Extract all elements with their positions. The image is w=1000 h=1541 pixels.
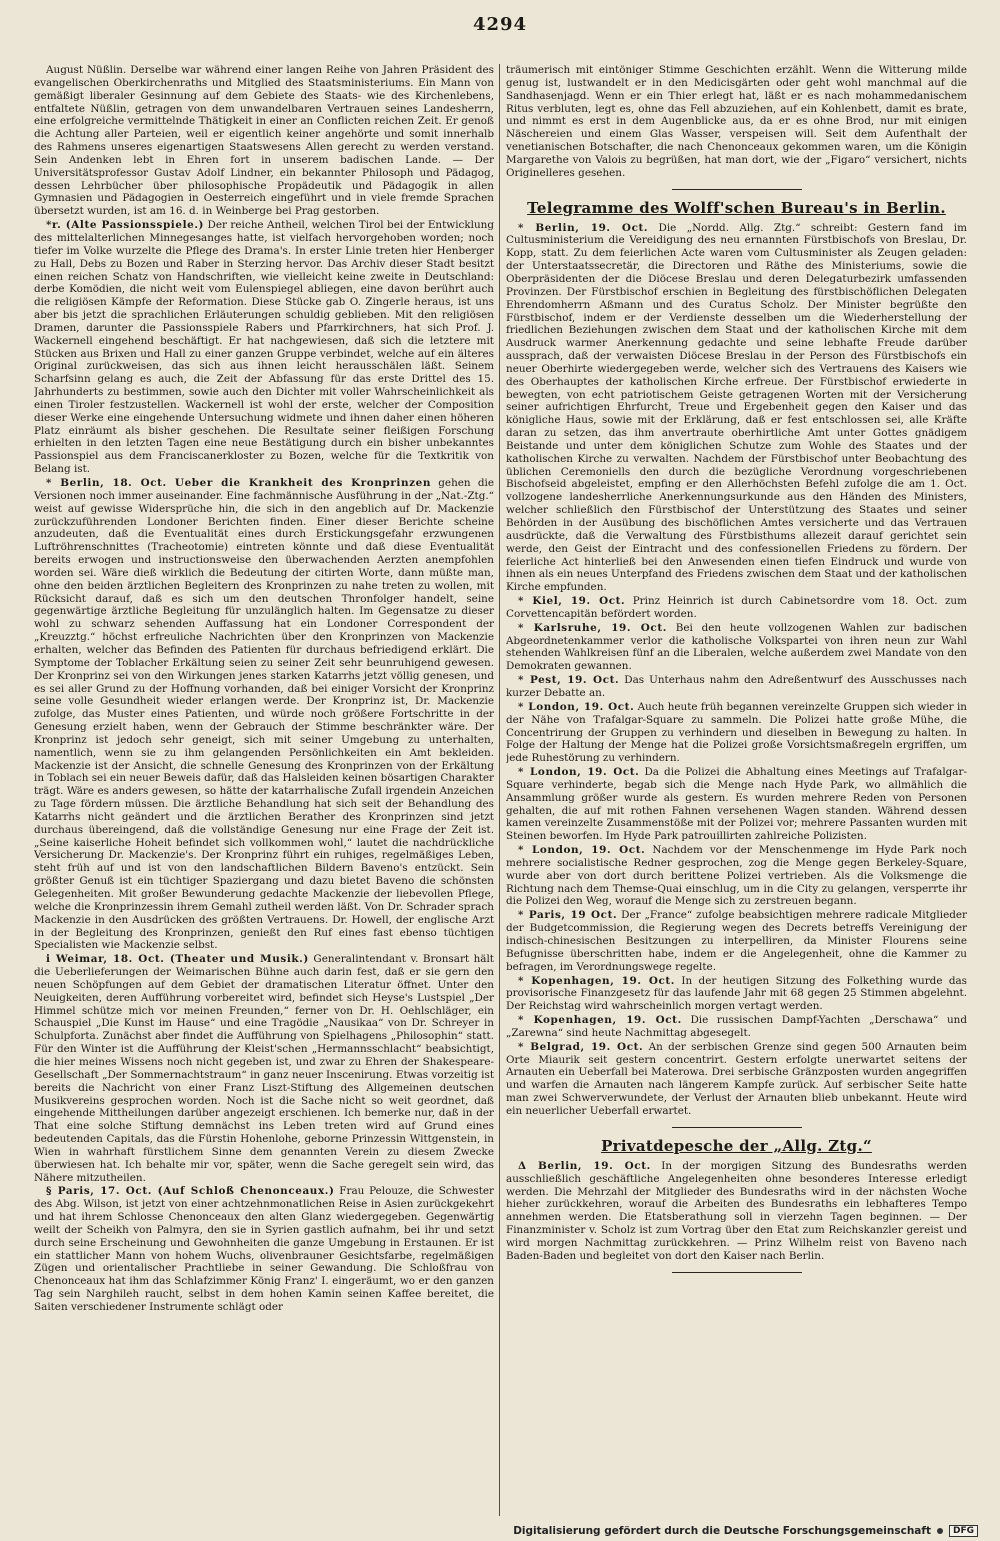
telegram-body: Die „Nordd. Allg. Ztg.“ schreibt: Gestern fand im Cultusministerium die Vereidigung des neu ernannten Fürstbischofs von Breslau, Dr. Kopp, statt. Zu dem feierlichen Acte waren vom Cultusminister als Zeugen geladen: der Unterstaatssecretär, die Directoren und Räthe des Ministeriums, sowie die Oberpräsidenten der die Diöcese Breslau und deren Delegaturbezirk umfassenden Provinzen. Der Fürstbischof erschien in Begleitung des fürstbischöflichen Delegaten Ehrendomherrn Aßmann und des Curatus Scholz. Der Minister begrüßte den Fürstbischof, indem er der Verdienste desselben um die Wiederherstellung der friedlichen Beziehungen zwischen dem Staat und der katholischen Kirche mit dem Ausdruck warmer Anerkennung gedachte und seine lebhafte Freude darüber aussprach, daß der verwaisten Diöcese Breslau in der Person des Fürstbischofs ein neuer Oberhirte wiedergegeben werde, welcher sich des Vertrauens des Kaisers wie des Oberhauptes der katholischen Kirche erfreue. Der Fürstbischof erwiederte in bewegten, von echt patriotischem Geiste getragenen Worten mit der Versicherung seiner aufrichtigen Ehrfurcht, Treue und Ergebenheit gegen den Kaiser und das königliche Haus, sowie mit der Erklärung, daß er fest entschlossen sei, alle Kräfte daran zu setzen, das ihm anvertraute oberhirtliche Amt unter Gottes gnädigem Beistande und unter dem königlichen Schutze zum Wohle des Staates und der katholischen Kirche zu verwalten. Nachdem der Fürstbischof unter Beobachtung des üblichen Ceremoniells den durch die bezügliche Verordnung vorgeschriebenen Bischofseid abgeleistet, empfing er den Allerhöchsten Befehl zufolge die am 1. Oct. vollzogene landesherrliche Anerkennungsurkunde aus den Händen des Ministers, welcher schließlich den Fürstbischof der Unterstützung des Staates und seiner Behörden in der Ausübung des bischöflichen Amtes versicherte und das Vertrauen ausdrückte, daß die Verwaltung des Fürstbisthums allezeit darauf gerichtet sein werde, den Geist der Eintracht und des confessionellen Friedens zu fördern. Der feierliche Act hinterließ bei den Anwesenden einen tiefen Eindruck und wurde von ihnen als ein neues Unterpfand des Friedens zwischen dem Staat und der katholischen Kirche empfunden. bbox=[506, 221, 967, 594]
dispatch-body: In der morgigen Sitzung des Bundesraths werden ausschließlich geschäftliche Angelegenheiten ohne besonderes Interesse erledigt werden. Die Mehrzahl der Mitglieder des Bundesraths wird in der nächsten Woche hieher zurückkehren, worauf die Arbeiten des Bundesraths ein lebhafteres Tempo annehmen werden. Die Etatsberathung soll in vierzehn Tagen beginnen. — Der Finanzminister v. Scholz ist zum Vortrag über den Etat zum Reichskanzler gereist und wird morgen Nachmittag zurückkehren. — Prinz Wilhelm reist von Baveno nach Baden-Baden und begleitet von dort den Kaiser nach Berlin. bbox=[506, 1159, 967, 1262]
dfg-logo: DFG bbox=[949, 1525, 978, 1537]
telegram-dateline: * London, 19. Oct. bbox=[518, 766, 640, 779]
section-heading-private-dispatch: Privatdepesche der „Allg. Ztg.“ bbox=[601, 1136, 872, 1155]
telegram-dateline: * Paris, 19 Oct. bbox=[518, 909, 618, 922]
telegram-body: Die russischen Dampf-Yachten „Derschawa“ und „Zarewna“ sind heute Nachmittag abgesegelt. bbox=[506, 1014, 967, 1039]
paragraph-paris-chenonceaux bbox=[34, 1185, 494, 1313]
telegram-karlsruhe bbox=[506, 622, 967, 673]
paragraph-passionsspiele bbox=[34, 219, 494, 476]
telegram-dateline: * Belgrad, 19. Oct. bbox=[518, 1040, 644, 1053]
article-body: Der reiche Antheil, welchen Tirol bei der Entwicklung des mittelalterlichen Minnegesanges hatte, ist vielfach hervorgehoben worden; noch tiefer im Volke wurzelte die Pflege des Drama's. In erster Linie treten hier Henberger zu Hall, Debs zu Bozen und Raber in Sterzing hervor. Das Archiv dieser Stadt besitzt einen reichen Schatz von Handschriften, wie vielleicht keine zweite in Deutschland: derbe Komödien, die nicht weit vom Eulenspiegel abliegen, eine davon berührt auch die religiösen Kämpfe der Reformation. Diese Stücke gab O. Zingerle heraus, ist uns aber bis jetzt die sprachlichen Erläuterungen schuldig geblieben. Mit den religiösen Dramen, darunter die Passionsspiele Rabers und Pfarrkirchners, hat sich Prof. J. Wackernell eingehend beschäftigt. Er hat nachgewiesen, daß sich die letztere mit Stücken aus Brixen und Hall zu einer ganzen Gruppe verbindet, welche auf ein älteres Original zurückweisen, das sich aus ihnen leicht herausschälen läßt. Seinem Scharfsinn gelang es auch, die Zeit der Abfassung für das erste Drittel des 15. Jahrhunderts zu bestimmen, sowie auch den Dichter mit voller Wahrscheinlichkeit als einen Tiroler festzustellen. Wackernell ist wohl der erste, welcher der Composition dieser Werke eine eingehende Untersuchung widmete und ihnen daher einen höheren Platz einräumt als bisher geschehen. Die Resultate seiner fleißigen Forschung erhielten in den letzten Tagen eine neue Bestätigung durch ein bisher unbekanntes Passionspiel aus dem Franciscanerkloster zu Bozen, welche für die Textkritik von Belang ist. bbox=[34, 219, 494, 476]
section-rule bbox=[672, 189, 802, 190]
telegram-body: Das Unterhaus nahm den Adreßentwurf des Ausschusses nach kurzer Debatte an. bbox=[506, 674, 967, 699]
telegram-paris bbox=[506, 909, 967, 973]
telegram-kopenhagen-2 bbox=[506, 1014, 967, 1040]
telegram-belgrad bbox=[506, 1041, 967, 1118]
telegram-body: Der „France“ zufolge beabsichtigen mehrere radicale Mitglieder der Budgetcommission, die Regierung wegen des Decrets betreffs Vereinigung der indisch-chinesischen Besitzungen zu interpelliren, da Minister Flourens seine Befugnisse überschritten habe, indem er die Angelegenheit, ohne die Kammer zu befragen, im Verordnungswege regelte. bbox=[506, 909, 967, 973]
article-body: gehen die Versionen noch immer auseinander. Eine fachmännische Ausführung in der „Nat.-Ztg.“ weist auf gewisse Widersprüche hin, die sich in den angeblich auf Dr. Mackenzie zurückzuführenden Londoner Berichten finden. Einer dieser Berichte scheine anzudeuten, daß die Eventualität eines durch Erstickungsgefahr erzwungenen Luftröhrenschnittes (Tracheotomie) eintreten könnte und daß diese Eventualität bereits erwogen und instructionsweise den überwachenden Aerzten anempfohlen worden sei. Wäre dieß wirklich die Bedeutung der citirten Worte, dann müßte man, ohne den beiden ärztlichen Begleitern des Kronprinzen zu nahe treten zu wollen, mit Rücksicht darauf, daß es sich um den deutschen Thronfolger handelt, seine gegenwärtige ärztliche Begleitung für unzulänglich halten. Im Gegensatze zu dieser wohl zu schwarz sehenden Auffassung hat ein Londoner Correspondent der „Kreuzztg.“ höchst erfreuliche Nachrichten über den Kronprinzen von Mackenzie erhalten, welcher das Befinden des Patienten für durchaus befriedigend erklärt. Die Symptome der Toblacher Erkältung seien zu seiner Zeit sehr beunruhigend gewesen. Der Kronprinz sei von den Wirkungen jenes starken Katarrhs jetzt völlig genesen, und es sei aller Grund zu der Hoffnung vorhanden, daß bei einiger Vorsicht der Kronprinz seine volle Gesundheit wieder erlangen werde. Der Kronprinz ist, Dr. Mackenzie zufolge, das Muster eines Patienten, und würde noch größere Fortschritte in der Genesung erzielt haben, wenn der Gebrauch der Stimme beschränkter wäre. Der Kronprinz ist jedoch sehr geneigt, sich mit seiner Umgebung zu unterhalten, namentlich, wenn sie zu ihm gelangenden Persönlichkeiten ein Amt bekleiden. Mackenzie ist der Ansicht, die schnelle Genesung des Kronprinzen von der Erkältung in Toblach sei ein neuer Beweis dafür, daß das Halsleiden keinen bösartigen Charakter trägt. Wäre es anders gewesen, so hätte der katarrhalische Zufall irgendein Anzeichen zu Tage fördern müssen. Die ärztliche Behandlung hat sich seit der Behandlung des Katarrhs nicht geändert und die ärztlichen Berather des Kronprinzen sind jetzt durchaus übereingend, daß die vollständige Genesung nur eine Frage der Zeit ist. „Seine kaiserliche Hoheit befindet sich vollkommen wohl,“ lautet die nachdrückliche Versicherung Dr. Mackenzie's. Der Kronprinz führt ein ruhiges, regelmäßiges Leben, steht früh auf und ist von den landschaftlichen Bildern Baveno's entzückt. Sein größter Genuß ist ein tüchtiger Spaziergang und dazu bietet Baveno die schönsten Gelegenheiten. Mit großer Bewunderung gedachte Mackenzie der liebevollen Pflege, welche die Kronprinzessin ihrem Gemahl zutheil werden läßt. Von Dr. Schrader sprach Mackenzie in den Ausdrücken des größten Vertrauens. Dr. Howell, der englische Arzt in der Begleitung des Kronprinzen, genießt den Ruf eines fast ebenso tüchtigen Specialisten wie Mackenzie selbst. bbox=[34, 477, 494, 952]
telegram-body: Prinz Heinrich ist durch Cabinetsordre vom 18. Oct. zum Corvettencapitän befördert worden. bbox=[506, 595, 967, 620]
bullet-icon bbox=[937, 1528, 943, 1534]
funding-footer bbox=[513, 1525, 978, 1537]
section-heading-telegrams: Telegramme des Wolff'schen Bureau's in Berlin. bbox=[527, 198, 946, 217]
paragraph-weimar bbox=[34, 953, 494, 1184]
article-dateline: * Berlin, 18. Oct. Ueber die Krankheit des Kronprinzen bbox=[46, 477, 432, 489]
left-column bbox=[34, 64, 494, 1516]
telegram-london-3 bbox=[506, 844, 967, 908]
telegram-body: Bei den heute vollzogenen Wahlen zur badischen Abgeordnetenkammer verlor die katholische Volkspartei von ihren neun zur Wahl stehenden Wahlkreisen fünf an die Liberalen, welche außerdem zwei Mandate von den Demokraten gewannen. bbox=[506, 621, 967, 673]
telegram-dateline: * London, 19. Oct. bbox=[518, 844, 646, 857]
telegram-dateline: * Kopenhagen, 19. Oct. bbox=[518, 1014, 682, 1027]
telegram-dateline: * Pest, 19. Oct. bbox=[518, 674, 620, 687]
paragraph-kronprinz bbox=[34, 477, 494, 952]
article-dateline: § Paris, 17. Oct. (Auf Schloß Chenonceaux.) bbox=[46, 1185, 335, 1198]
article-body: Frau Pelouze, die Schwester des Abg. Wilson, ist jetzt von einer achtzehnmonatlichen Reise in Asien zurückgekehrt und hat ihrem Schlosse Chenonceaux den alten Glanz wiedergegeben. Gegenwärtig weilt der Scheikh von Palmyra, den sie in Syrien gastlich aufnahm, bei ihr und setzt durch seine Erscheinung und Gewohnheiten die ganze Umgebung in Erstaunen. Er ist ein stattlicher Mann von hohem Wuchs, olivenbrauner Gesichtsfarbe, regelmäßigen Zügen und orientalischer Prachtliebe in seiner Gewandung. Die Schloßfrau von Chenonceaux hat ihm das Schlafzimmer König Franz' I. eingeräumt, wo er den ganzen Tag sein Narghileh raucht, selbst in dem hohen Kamin seinen Kaffee bereitet, die Saiten verschiedener Instrumente schlägt oder bbox=[34, 1185, 494, 1313]
dispatch-dateline: Δ Berlin, 19. Oct. bbox=[518, 1159, 651, 1172]
telegram-london-2 bbox=[506, 766, 967, 843]
page-number: 4294 bbox=[472, 14, 528, 35]
telegram-kopenhagen-1 bbox=[506, 975, 967, 1014]
telegram-pest bbox=[506, 674, 967, 700]
section-rule bbox=[672, 1272, 802, 1273]
right-column bbox=[506, 64, 967, 1516]
telegram-berlin bbox=[506, 222, 967, 594]
telegram-dateline: * Kiel, 19. Oct. bbox=[518, 595, 626, 608]
telegram-body: An der serbischen Grenze sind gegen 500 Arnauten beim Orte Miaurik seit gestern concentrirt. Gestern erfolgte unerwartet seitens der Arnauten ein Ueberfall bei Materowa. Drei serbische Gränzposten wurden angegriffen und warfen die Arnauten nach längerem Kampfe zurück. Auf serbischer Seite hatte man zwei Schwerverwundete, der Verlust der Arnauten blieb unbekannt. Heute wird ein neuerlicher Ueberfall erwartet. bbox=[506, 1040, 967, 1117]
paragraph-chenonceaux-continued: träumerisch mit eintöniger Stimme Geschichten erzählt. Wenn die Witterung milde genug ist, lustwandelt er in den Medicisgärten oder geht wohl manchmal auf die Sandhasenjagd. Wenn er ein Thier erlegt hat, läßt er es nach mohammedanischem Ritus verbluten, legt es, ohne das Fell abzuziehen, auf ein Kohlenbett, damit es brate, und nimmt es erst in dem Augenblicke aus, da er es ohne Brod, nur mit einigen Näschereien und einem Glas Wasser, verspeisen will. Seit dem Aufenthalt der venetianischen Botschafter, die nach Chenonceaux gekommen waren, um die Königin Margarethe von Valois zu begrüßen, hat man dort, wie der „Figaro“ versichert, nichts Originelleres gesehen. bbox=[506, 64, 967, 179]
article-body: Generalintendant v. Bronsart hält die Ueberlieferungen der Weimarischen Bühne auch darin fest, daß er sie gern den neuen Schöpfungen auf dem Gebiet der dramatischen Literatur öffnet. Unter den Neuigkeiten, deren Aufführung vorbereitet wird, befindet sich Heyse's Lustspiel „Der Himmel schütze mich vor meinen Freunden,“ ferner von Dr. H. Oehlschläger, ein Schauspiel „Die Kunst im Hause“ und eine Tragödie „Nausikaa“ von Dr. Schreyer in Schulpforta. Zunächst aber findet die Aufführung von Spielhagens „Philosophin“ statt. Für den Winter ist die Aufführung der Kleist'schen „Hermannsschlacht“ beabsichtigt, die hier meines Wissens noch nicht gegeben ist, und zwar zu Ehren der Shakespeare-Gesellschaft „Der Sommernachtstraum“ in ganz neuer Inscenirung. Etwas vorzeitig ist bereits die Nachricht von einer Franz Liszt-Stiftung des Allgemeinen deutschen Musikvereins gesprochen worden. Noch ist die Sache nicht so weit geordnet, daß eingehende Mittheilungen darüber angezeigt erschienen. Ich bemerke nur, daß in der That eine solche Stiftung demnächst ins Leben treten wird auf Grund eines bedeutenden Capitals, das die Fürstin Hohenlohe, geborne Prinzessin Wittgenstein, in Wien in wahrhaft fürstlichem Sinne dem genannten Verein zu diesem Zwecke überwiesen hat. Ich behalte mir vor, später, wenn die Sache geregelt sein wird, das Nähere mitzutheilen. bbox=[34, 953, 494, 1184]
telegram-dateline: * Karlsruhe, 19. Oct. bbox=[518, 621, 667, 634]
telegram-dateline: * Kopenhagen, 19. Oct. bbox=[518, 974, 676, 987]
telegram-body: In der heutigen Sitzung des Folkething wurde das provisorische Finanzgesetz für das laufende Jahr mit 68 gegen 25 Stimmen abgelehnt. Der Reichstag wird wahrscheinlich morgen vertagt werden. bbox=[506, 974, 967, 1013]
telegram-kiel bbox=[506, 595, 967, 621]
telegram-body: Da die Polizei die Abhaltung eines Meetings auf Trafalgar-Square verhinderte, begab sich die Menge nach Hyde Park, wo allmählich die Ansammlung größer wurde als gestern. Es wurden mehrere Reden von Personen gehalten, die auf mit rothen Fahnen versehenen Wagen standen. Während dessen kamen vereinzelte Zusammenstöße mit der Polizei vor; mehrere Passanten wurden mit Steinen beworfen. Im Hyde Park patrouillirten zahlreiche Polizisten. bbox=[506, 766, 967, 843]
telegram-body: Nachdem vor der Menschenmenge im Hyde Park noch mehrere socialistische Redner gesprochen, zog die Menge gegen Berkeley-Square, wurde aber von dort durch berittene Polizei vertrieben. Als die Volksmenge die Richtung nach dem Themse-Quai einschlug, um in die City zu gelangen, versperrte ihr die Polizei den Weg, worauf die Menge sich zu zerstreuen begann. bbox=[506, 844, 967, 908]
section-rule bbox=[672, 1127, 802, 1128]
paragraph-nuesslin: August Nüßlin. Derselbe war während einer langen Reihe von Jahren Präsident des evangelischen Oberkirchenraths und Mitglied des Staatsministeriums. Ein Mann von gemäßigt liberaler Gesinnung auf dem Gebiete des Staats- wie des Kirchenlebens, entfaltete Nüßlin, getragen von dem unwandelbaren Vertrauen seines Landesherrn, eine erfolgreiche vermittelnde Thätigkeit in einer an Conflicten reichen Zeit. Er genoß die Achtung aller Parteien, weil er eigentlich keiner angehörte und somit innerhalb des Rahmens unseres eigenartigen Staatswesens Allen gerecht zu werden verstand. Sein Andenken lebt in Ehren fort in unserem badischen Lande. — Der Universitätsprofessor Gustav Adolf Lindner, ein bekannter Philosoph und Pädagog, dessen Lehrbücher über philosophische Propädeutik und Pädagogik in allen Gymnasien und Pädagogien in Oesterreich eingeführt und in viele fremde Sprachen übersetzt wurden, ist am 16. d. in Weinberge bei Prag gestorben. bbox=[34, 64, 494, 218]
dispatch-berlin bbox=[506, 1160, 967, 1263]
telegram-dateline: * London, 19. Oct. bbox=[518, 700, 635, 713]
column-divider bbox=[499, 64, 500, 1516]
article-dateline: i Weimar, 18. Oct. (Theater und Musik.) bbox=[46, 953, 309, 966]
telegram-body: Auch heute früh begannen vereinzelte Gruppen sich wieder in der Nähe von Trafalgar-Square zu sammeln. Die Polizei hatte große Mühe, die Concentrirung der Gruppen zu verhindern und dieselben in Bewegung zu halten. In Folge der Haltung der Menge hat die Polizei große Vorsichtsmaßregeln ergriffen, um jede Ruhestörung zu verhindern. bbox=[506, 700, 967, 765]
telegram-london-1 bbox=[506, 701, 967, 765]
telegram-dateline: * Berlin, 19. Oct. bbox=[518, 221, 649, 234]
funding-notice: Digitalisierung gefördert durch die Deutsche Forschungsgemeinschaft bbox=[513, 1525, 931, 1537]
article-dateline: *r. (Alte Passionsspiele.) bbox=[46, 219, 205, 232]
